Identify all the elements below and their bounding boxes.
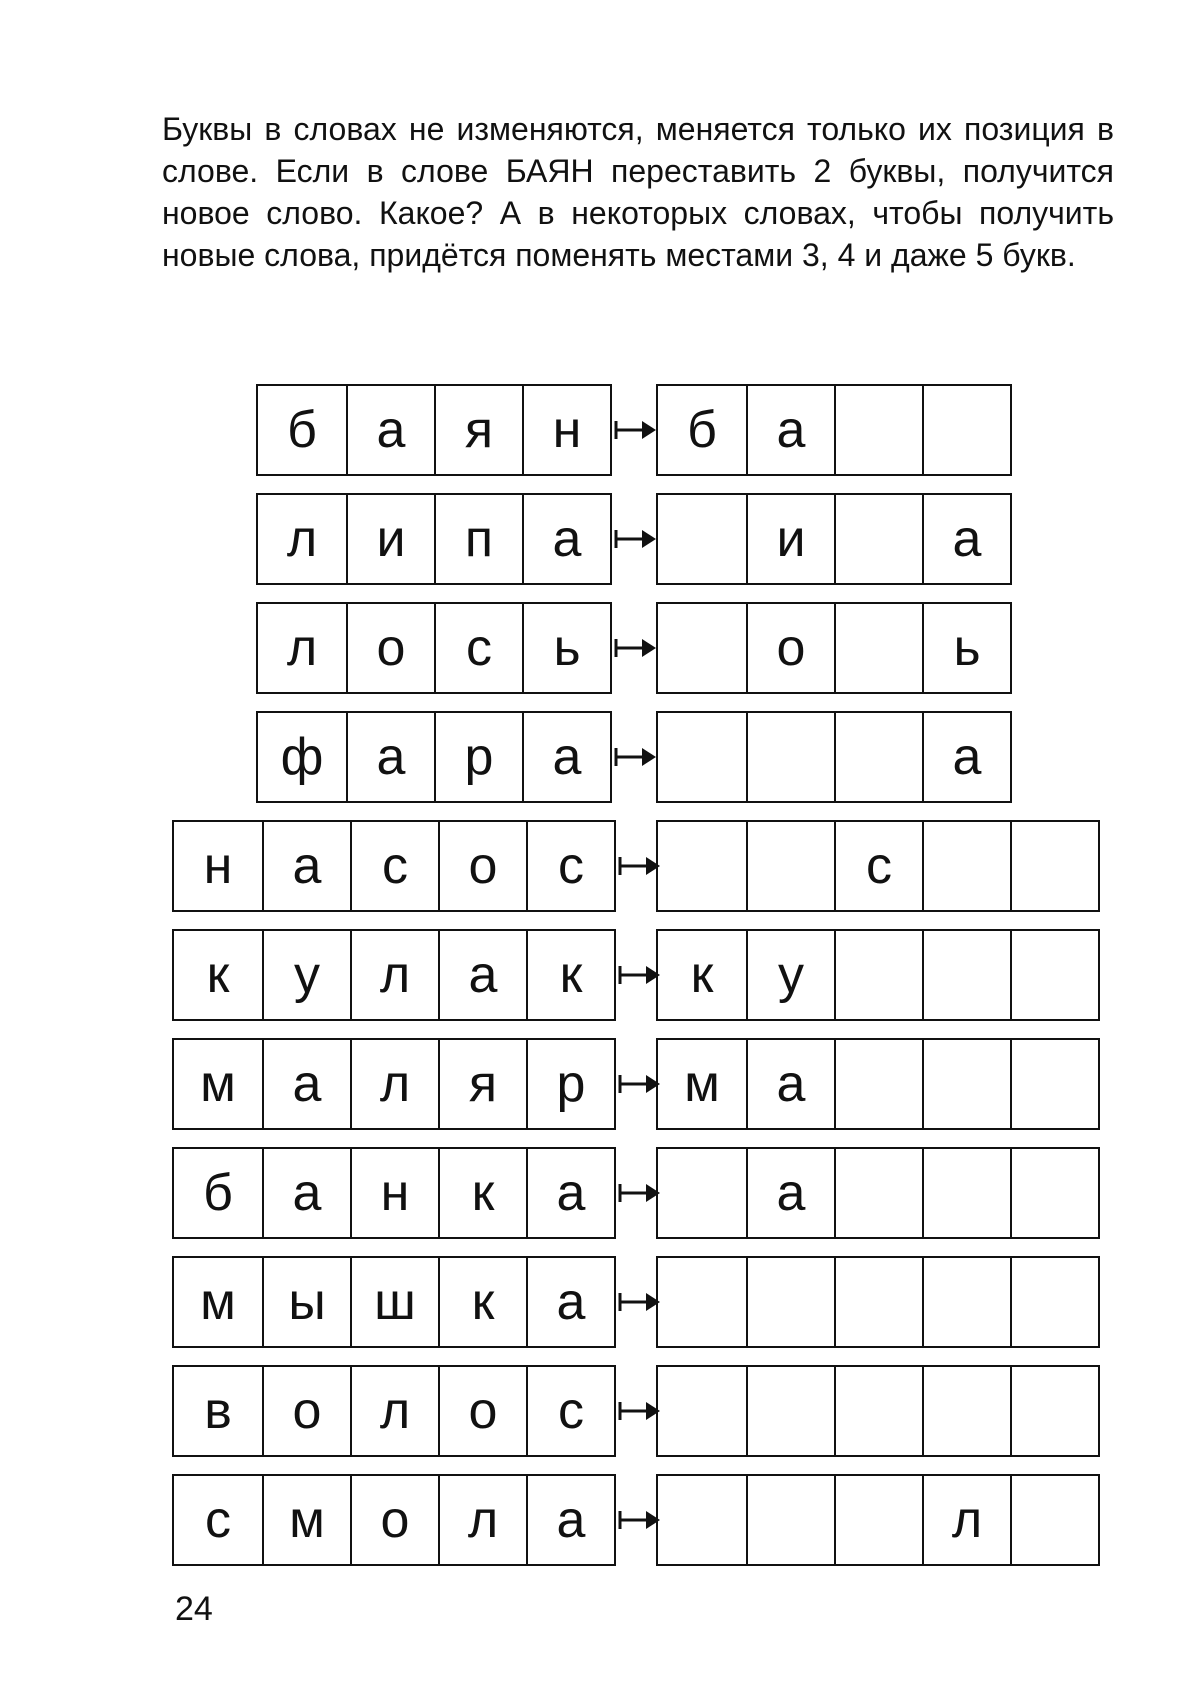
answer-word bbox=[656, 1256, 1100, 1348]
letter-cell: с bbox=[434, 604, 522, 692]
letter-cell: в bbox=[204, 1382, 232, 1440]
letter-cell: а bbox=[262, 1149, 350, 1237]
answer-cell[interactable] bbox=[1010, 931, 1098, 1019]
answer-cell[interactable] bbox=[834, 1367, 922, 1455]
letter-cell: о bbox=[262, 1367, 350, 1455]
letter-cell: л bbox=[438, 1476, 526, 1564]
answer-cell[interactable] bbox=[746, 1476, 834, 1564]
word-row bbox=[0, 820, 1200, 912]
answer-cell[interactable] bbox=[746, 1367, 834, 1455]
letter-cell: ы bbox=[262, 1258, 350, 1346]
letter-cell: с bbox=[526, 1367, 614, 1455]
letter-cell: р bbox=[526, 1040, 614, 1128]
letter-cell: и bbox=[346, 495, 434, 583]
source-word bbox=[172, 1256, 616, 1348]
letter-cell: л bbox=[350, 931, 438, 1019]
answer-cell[interactable] bbox=[922, 931, 1010, 1019]
letter-cell: с bbox=[526, 822, 614, 910]
source-word bbox=[256, 493, 612, 585]
answer-cell[interactable] bbox=[658, 1258, 746, 1346]
answer-cell[interactable] bbox=[834, 931, 922, 1019]
answer-cell[interactable]: а bbox=[746, 1040, 834, 1128]
word-row bbox=[0, 1474, 1200, 1566]
source-word bbox=[256, 602, 612, 694]
answer-cell[interactable] bbox=[834, 1149, 922, 1237]
word-row bbox=[0, 384, 1200, 476]
letter-cell: б bbox=[203, 1164, 233, 1222]
right-arrow-icon bbox=[614, 384, 658, 476]
answer-cell[interactable]: к bbox=[690, 946, 714, 1004]
letter-cell: а bbox=[522, 495, 610, 583]
answer-cell[interactable] bbox=[922, 386, 1010, 474]
word-row bbox=[0, 1256, 1200, 1348]
answer-cell[interactable] bbox=[658, 495, 746, 583]
letter-cell: я bbox=[438, 1040, 526, 1128]
source-word bbox=[256, 711, 612, 803]
answer-cell[interactable] bbox=[746, 713, 834, 801]
answer-cell[interactable] bbox=[746, 822, 834, 910]
letter-cell: к bbox=[438, 1149, 526, 1237]
answer-cell[interactable] bbox=[834, 386, 922, 474]
answer-cell[interactable]: л bbox=[922, 1476, 1010, 1564]
answer-cell[interactable]: о bbox=[746, 604, 834, 692]
answer-word bbox=[656, 1474, 1100, 1566]
answer-cell[interactable] bbox=[834, 495, 922, 583]
source-word bbox=[172, 929, 616, 1021]
answer-cell[interactable] bbox=[1010, 1367, 1098, 1455]
answer-cell[interactable] bbox=[1010, 822, 1098, 910]
letter-cell: к bbox=[206, 946, 230, 1004]
right-arrow-icon bbox=[614, 711, 658, 803]
letter-cell: н bbox=[350, 1149, 438, 1237]
answer-cell[interactable] bbox=[1010, 1476, 1098, 1564]
answer-cell[interactable]: у bbox=[746, 931, 834, 1019]
answer-word bbox=[656, 1365, 1100, 1457]
letter-cell: я bbox=[434, 386, 522, 474]
letter-cell: а bbox=[526, 1149, 614, 1237]
answer-cell[interactable] bbox=[922, 1149, 1010, 1237]
answer-word bbox=[656, 711, 1012, 803]
source-word bbox=[172, 820, 616, 912]
answer-cell[interactable]: с bbox=[834, 822, 922, 910]
answer-cell[interactable] bbox=[658, 604, 746, 692]
answer-cell[interactable]: и bbox=[746, 495, 834, 583]
answer-word bbox=[656, 384, 1012, 476]
letter-cell: а bbox=[262, 1040, 350, 1128]
answer-cell[interactable] bbox=[658, 713, 746, 801]
letter-cell: н bbox=[203, 837, 233, 895]
letter-cell: а bbox=[526, 1258, 614, 1346]
letter-cell: л bbox=[286, 510, 318, 568]
letter-cell: л bbox=[286, 619, 318, 677]
answer-cell[interactable] bbox=[1010, 1149, 1098, 1237]
answer-word bbox=[656, 493, 1012, 585]
page-number: 24 bbox=[175, 1590, 213, 1628]
word-row bbox=[0, 493, 1200, 585]
right-arrow-icon bbox=[614, 493, 658, 585]
letter-cell: м bbox=[200, 1273, 236, 1331]
answer-cell[interactable]: а bbox=[922, 713, 1010, 801]
answer-cell[interactable]: ь bbox=[922, 604, 1010, 692]
instruction-text: Буквы в словах не изменяются, меняется только их позиция в слове. Если в слове БАЯН переставить 2 буквы, получится новое слово. Какое? А в некоторых словах, чтобы получить новые слова, придётся поменять местами 3, 4 и даже 5 букв. bbox=[162, 111, 1114, 273]
word-row bbox=[0, 711, 1200, 803]
answer-cell[interactable]: а bbox=[746, 1149, 834, 1237]
letter-cell: ь bbox=[522, 604, 610, 692]
answer-cell[interactable] bbox=[1010, 1258, 1098, 1346]
source-word bbox=[172, 1147, 616, 1239]
answer-cell[interactable] bbox=[658, 1476, 746, 1564]
letter-cell: а bbox=[346, 386, 434, 474]
answer-cell[interactable] bbox=[922, 822, 1010, 910]
letter-cell: а bbox=[346, 713, 434, 801]
source-word bbox=[172, 1038, 616, 1130]
word-row bbox=[0, 602, 1200, 694]
word-row bbox=[0, 1365, 1200, 1457]
source-word bbox=[256, 384, 612, 476]
answer-cell[interactable]: м bbox=[684, 1055, 720, 1113]
word-row bbox=[0, 929, 1200, 1021]
answer-cell[interactable] bbox=[658, 1367, 746, 1455]
letter-cell: о bbox=[350, 1476, 438, 1564]
letter-cell: а bbox=[522, 713, 610, 801]
letter-cell: л bbox=[350, 1040, 438, 1128]
answer-cell[interactable]: а bbox=[922, 495, 1010, 583]
right-arrow-icon bbox=[614, 602, 658, 694]
letter-cell: к bbox=[438, 1258, 526, 1346]
letter-cell: п bbox=[434, 495, 522, 583]
answer-word bbox=[656, 1147, 1100, 1239]
answer-cell[interactable] bbox=[922, 1367, 1010, 1455]
letter-cell: с bbox=[205, 1491, 231, 1549]
letter-cell: к bbox=[526, 931, 614, 1019]
letter-cell: а bbox=[526, 1476, 614, 1564]
letter-cell: о bbox=[438, 1367, 526, 1455]
word-row bbox=[0, 1147, 1200, 1239]
letter-cell: о bbox=[346, 604, 434, 692]
answer-word bbox=[656, 602, 1012, 694]
answer-cell[interactable] bbox=[658, 822, 746, 910]
answer-cell[interactable] bbox=[658, 1149, 746, 1237]
answer-cell[interactable] bbox=[922, 1258, 1010, 1346]
answer-cell[interactable] bbox=[1010, 1040, 1098, 1128]
letter-cell: л bbox=[350, 1367, 438, 1455]
answer-cell[interactable]: а bbox=[746, 386, 834, 474]
answer-cell[interactable] bbox=[922, 1040, 1010, 1128]
letter-cell: м bbox=[262, 1476, 350, 1564]
answer-cell[interactable]: б bbox=[687, 401, 717, 459]
word-row bbox=[0, 1038, 1200, 1130]
letter-cell: ш bbox=[350, 1258, 438, 1346]
answer-word bbox=[656, 1038, 1100, 1130]
letter-cell: а bbox=[262, 822, 350, 910]
letter-cell: б bbox=[287, 401, 317, 459]
answer-cell[interactable] bbox=[834, 1258, 922, 1346]
answer-cell[interactable] bbox=[834, 604, 922, 692]
letter-cell: а bbox=[438, 931, 526, 1019]
source-word bbox=[172, 1365, 616, 1457]
answer-cell[interactable] bbox=[834, 1476, 922, 1564]
letter-cell: н bbox=[522, 386, 610, 474]
answer-cell[interactable] bbox=[746, 1258, 834, 1346]
letter-cell: м bbox=[200, 1055, 236, 1113]
answer-word bbox=[656, 929, 1100, 1021]
letter-cell: о bbox=[438, 822, 526, 910]
answer-word bbox=[656, 820, 1100, 912]
answer-cell[interactable] bbox=[834, 713, 922, 801]
answer-cell[interactable] bbox=[834, 1040, 922, 1128]
letter-cell: с bbox=[350, 822, 438, 910]
letter-cell: р bbox=[434, 713, 522, 801]
letter-cell: ф bbox=[280, 728, 324, 786]
source-word bbox=[172, 1474, 616, 1566]
letter-cell: у bbox=[262, 931, 350, 1019]
